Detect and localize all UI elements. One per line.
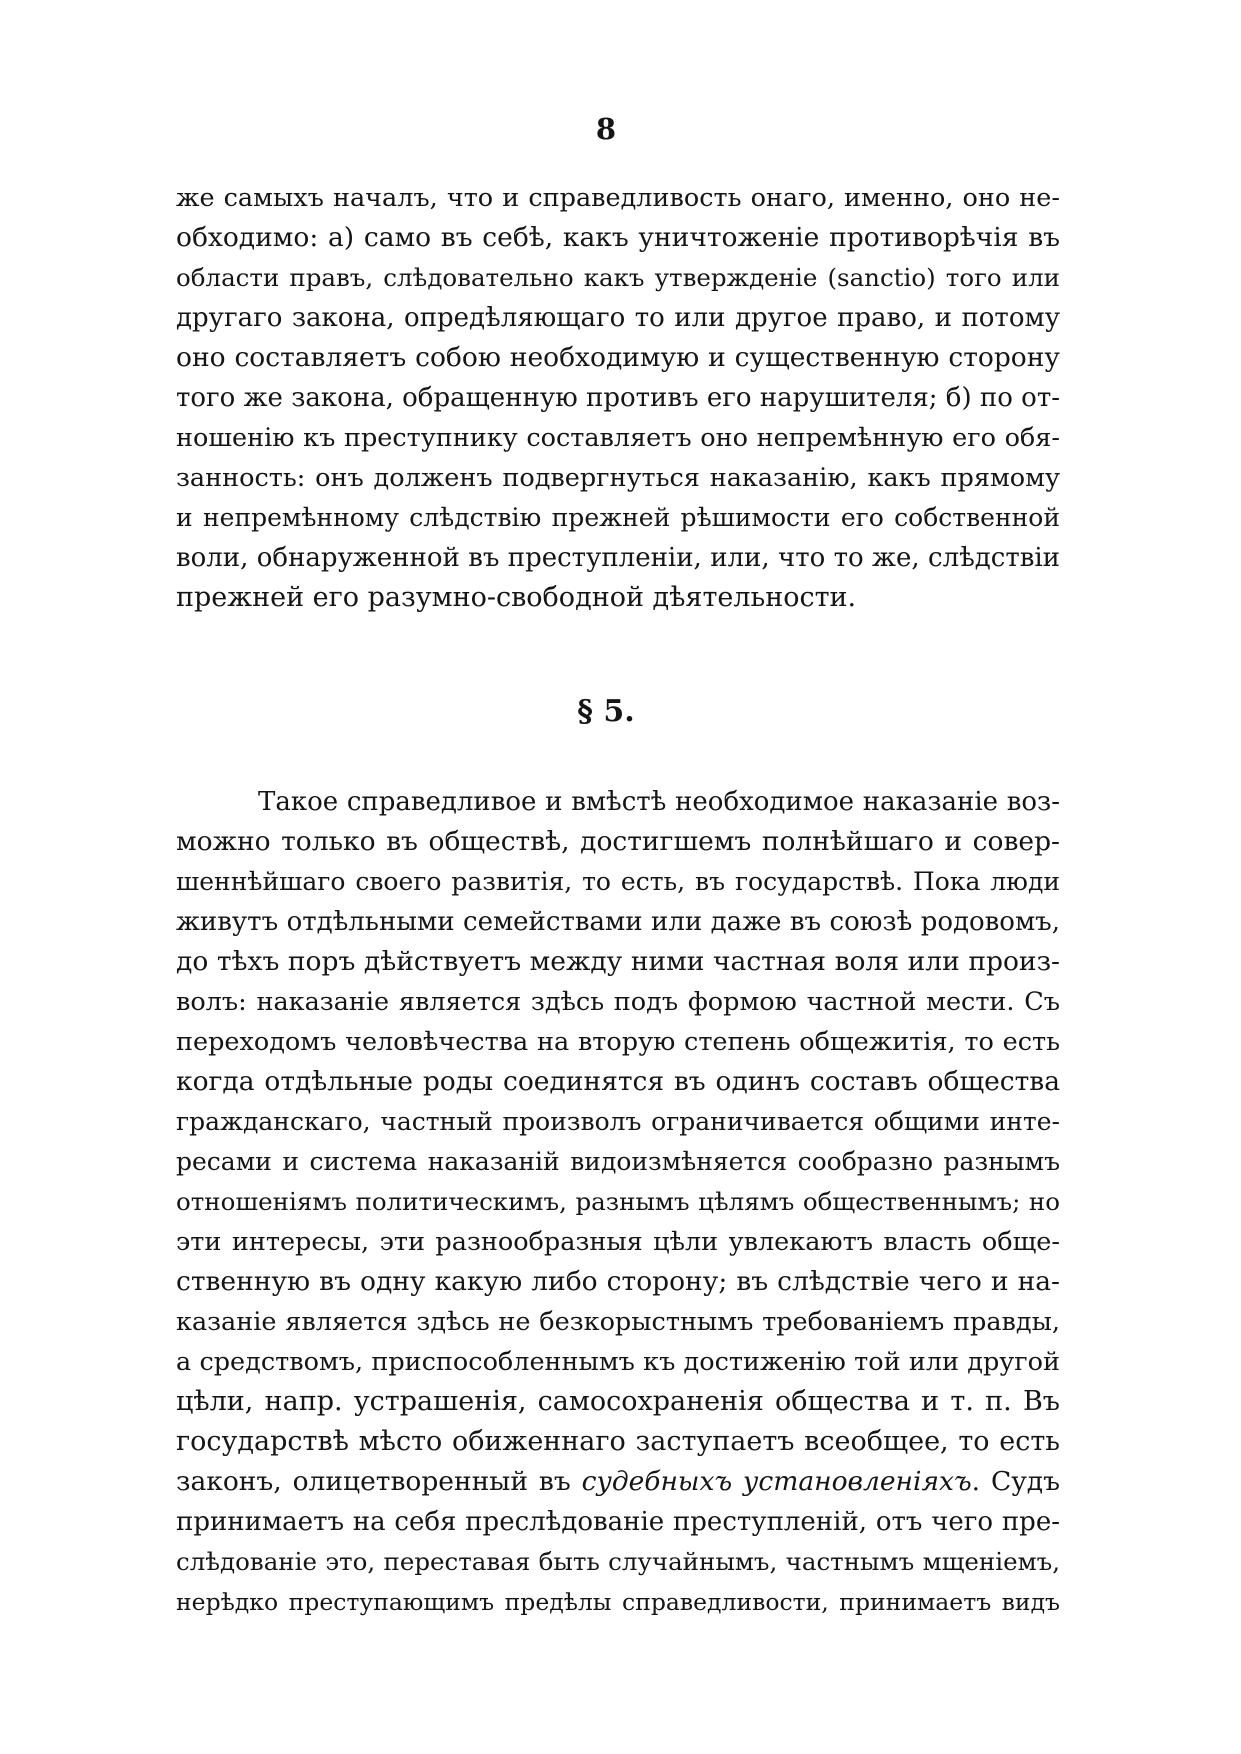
text-line: гражданскаго, частный произволъ ограничивается общими инте- [176,1107,1060,1136]
text-line: можно только въ обществѣ, достигшемъ полнѣйшаго и совер- [176,826,1060,857]
text-line: цѣли, напр. устрашенія, самосохраненія общества и т. п. Въ [176,1386,1060,1417]
text-line: эти интересы, эти разнообразныя цѣли увлекаютъ власть обще- [176,1227,1060,1257]
text-line: области правъ, слѣдовательно какъ утвержденіе (sanctio) того или [176,263,1060,292]
text-line: шеннѣйшаго своего развитія, то есть, въ государствѣ. Пока люди [176,867,1060,896]
text-run: . Судъ [971,1466,1060,1497]
text-line: ственную въ одну какую либо сторону; въ слѣдствіе чего и на- [176,1266,1060,1297]
text-line: переходомъ человѣчества на вторую степень общежитія, то есть [176,1027,1060,1057]
text-line: оно составляетъ собою необходимую и существенную сторону [176,342,1060,373]
page-number: 8 [595,112,617,146]
text-line: и непремѣнному слѣдствію прежней рѣшимости его собственной [176,503,1060,532]
text-line: нерѣдко преступающимъ предѣлы справедливости, принимаетъ видъ [176,1588,1060,1616]
text-line: слѣдованіе это, переставая быть случайнымъ, частнымъ мщеніемъ, [176,1547,1060,1576]
text-line: когда отдѣльные роды соединятся въ одинъ составъ общества [176,1066,1060,1097]
text-line: ресами и система наказаній видоизмѣняется сообразно разнымъ [176,1147,1060,1176]
paragraph-2 [176,782,1060,1622]
text-line: а средствомъ, приспособленнымъ къ достиженію той или другой [176,1347,1060,1377]
text-line: прежней его разумно-свободной дѣятельности. [176,582,857,613]
paragraph-1 [176,178,1060,618]
text-line: живутъ отдѣльными семействами или даже въ союзѣ родовомъ, [176,907,1060,937]
italic-term: судебныхъ установленіяхъ [581,1466,972,1497]
text-line: того же закона, обращенную противъ его нарушителя; б) по от- [176,383,1060,413]
text-run: законъ, олицетворенный въ [176,1466,582,1497]
text-line: государствѣ мѣсто обиженнаго заступаетъ всеобщее, то есть [176,1426,1060,1457]
text-line: волъ: наказаніе является здѣсь подъ формою частной мести. Съ [176,987,1060,1017]
text-line: занность: онъ долженъ подвергнуться наказанію, какъ прямому [176,463,1060,493]
text-line: ношенію къ преступнику составляетъ оно непремѣнную его обя- [176,423,1060,453]
text-line: обходимо: а) само въ себѣ, какъ уничтоженіе противорѣчія въ [176,222,1060,253]
text-line: же самыхъ началъ, что и справедливость онаго, именно, оно не- [176,183,1060,213]
text-line: до тѣхъ поръ дѣйствуетъ между ними частная воля или произ- [176,946,1060,977]
text-line: Такое справедливое и вмѣстѣ необходимое наказаніе воз- [258,787,1060,817]
text-line: принимаетъ на себя преслѣдованіе преступленій, отъ чего пре- [176,1507,1060,1537]
section-heading: § 5. [577,694,635,729]
text-line-emphasis [176,1462,1060,1502]
text-line: казаніе является здѣсь не безкорыстнымъ требованіемъ правды, [176,1307,1060,1337]
text-line: воли, обнаруженной въ преступленіи, или, что то же, слѣдствіи [176,543,1060,573]
text-line: другаго закона, опредѣляющаго то или другое право, и потому [176,303,1060,333]
text-line: отношеніямъ политическимъ, разнымъ цѣлямъ общественнымъ; но [176,1187,1060,1216]
